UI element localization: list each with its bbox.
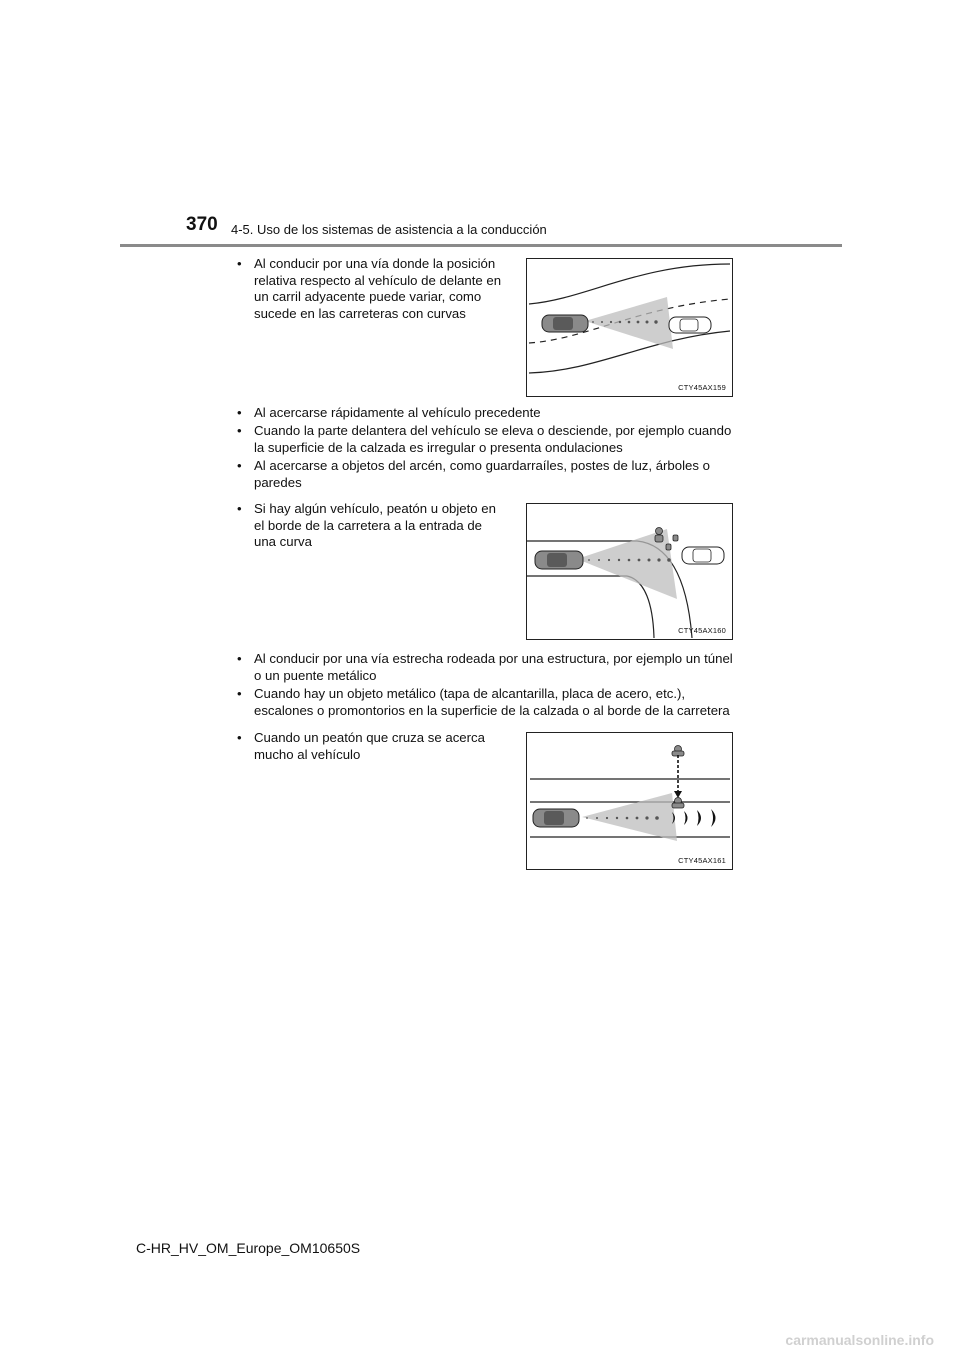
bullet-text: Al acercarse a objetos del arcén, como guardarraíles, postes de luz, árboles o paredes — [254, 458, 710, 490]
bullet-pedestrian-crossing — [237, 730, 505, 763]
arrow-head-icon — [674, 791, 682, 798]
bullet-marker: • — [237, 256, 242, 271]
roadside-vehicle-icon — [682, 547, 724, 564]
bullet-metal-objects — [237, 686, 743, 719]
section-title: 4-5. Uso de los sistemas de asistencia a la conducción — [231, 222, 547, 237]
figure-code: CTY45AX160 — [678, 626, 726, 635]
bullet-marker: • — [237, 501, 242, 516]
watermark: carmanualsonline.info — [785, 1332, 934, 1348]
bullet-text: Cuando hay un objeto metálico (tapa de alcantarilla, placa de acero, etc.), escalones o promontorios en la superficie de la calzada o al borde de la carretera — [254, 686, 730, 718]
document-id: C-HR_HV_OM_Europe_OM10650S — [136, 1240, 361, 1256]
bullet-front-rises — [237, 423, 743, 456]
figure-code: CTY45AX159 — [678, 383, 726, 392]
bullet-marker: • — [237, 458, 242, 473]
figure-pedestrian-crossing — [526, 732, 733, 870]
figure-code: CTY45AX161 — [678, 856, 726, 865]
own-vehicle-icon — [533, 809, 579, 827]
pedestrian-crossing-diagram — [527, 733, 732, 869]
bullet-text: Al conducir por una vía donde la posición relativa respecto al vehículo de delante en un carril adyacente puede variar, como sucede en las carreteras con curvas — [254, 256, 502, 321]
curve-entrance-diagram — [527, 504, 732, 639]
bullet-marker: • — [237, 651, 242, 666]
bullet-text: Cuando la parte delantera del vehículo se eleva o desciende, por ejemplo cuando la superficie de la calzada es irregular o presenta ondulaciones — [254, 423, 732, 455]
figure-curve-entrance — [526, 503, 733, 640]
pedestrian-start-icon — [672, 746, 684, 757]
bullet-marker: • — [237, 405, 242, 420]
bullet-text: Cuando un peatón que cruza se acerca mucho al vehículo — [254, 730, 485, 762]
own-vehicle-icon — [535, 551, 583, 569]
radar-arc-marks — [672, 809, 716, 827]
bullet-marker: • — [237, 686, 242, 701]
bullet-approaching-fast — [237, 405, 743, 422]
bullet-curved-road — [237, 256, 505, 322]
preceding-vehicle-icon — [669, 317, 711, 333]
bullet-marker: • — [237, 423, 242, 438]
bullet-text: Al acercarse rápidamente al vehículo precedente — [254, 405, 541, 420]
curved-road-diagram — [527, 259, 732, 396]
bullet-roadside-objects — [237, 458, 743, 491]
pedestrian-end-icon — [672, 798, 684, 809]
bullet-curve-entrance — [237, 501, 505, 551]
page-number: 370 — [186, 214, 218, 235]
bullet-marker: • — [237, 730, 242, 745]
figure-curved-road — [526, 258, 733, 397]
bullet-text: Al conducir por una vía estrecha rodeada por una estructura, por ejemplo un túnel o un puente metálico — [254, 651, 733, 683]
own-vehicle-icon — [542, 315, 588, 332]
bullet-text: Si hay algún vehículo, peatón u objeto en el borde de la carretera a la entrada de una curva — [254, 501, 496, 549]
header-rule — [120, 244, 842, 247]
bullet-narrow-structure — [237, 651, 743, 684]
